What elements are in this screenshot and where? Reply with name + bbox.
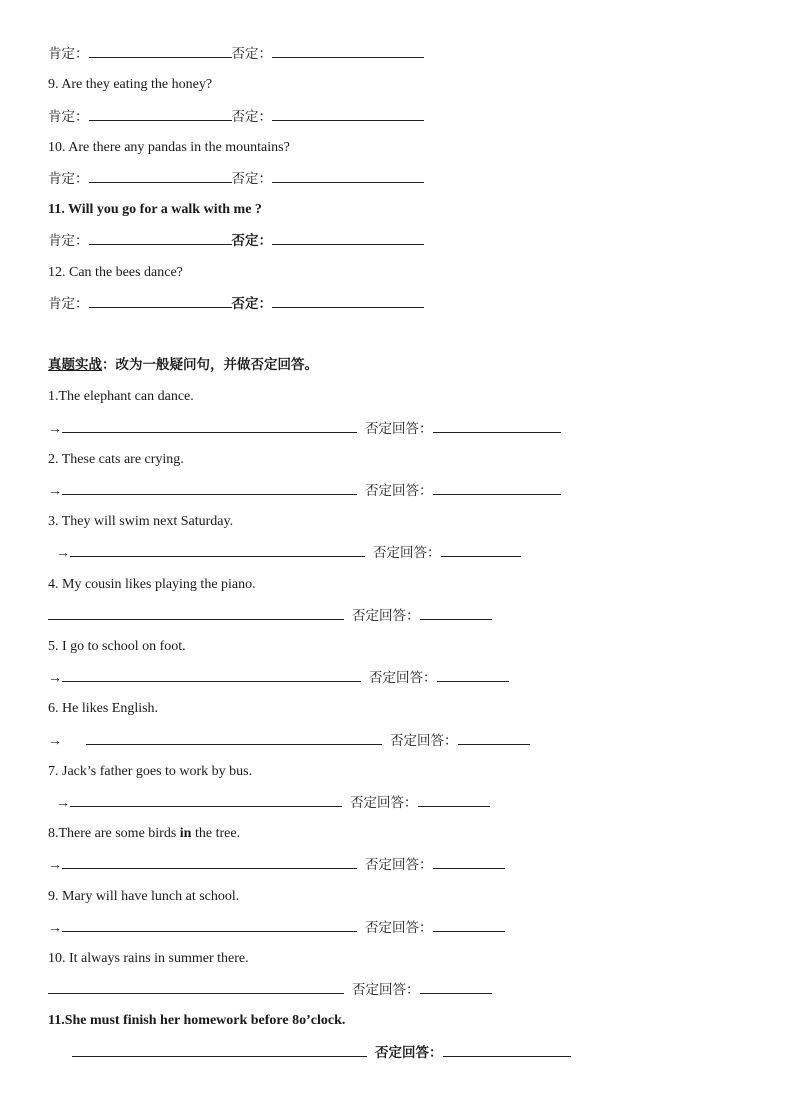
negative-label: 否定： xyxy=(231,296,272,312)
exercise-4-answer-row xyxy=(48,606,492,626)
exercise-8-answer-row xyxy=(48,855,505,875)
affirmative-label: 肯定： xyxy=(48,46,89,62)
question-blank[interactable] xyxy=(48,980,344,994)
question-blank[interactable] xyxy=(86,731,382,745)
exercise-6-answer-row xyxy=(48,731,530,751)
negative-label: 否定： xyxy=(231,171,272,187)
exercise-1: 1.The elephant can dance. xyxy=(48,389,194,404)
affirmative-label: 肯定： xyxy=(48,233,89,249)
exercise-3: 3. They will swim next Saturday. xyxy=(48,514,234,529)
arrow: → xyxy=(56,546,70,561)
exercise-11: 11.She must finish her homework before 8o’clock. xyxy=(48,1013,346,1028)
question-11: 11. Will you go for a walk with me ? xyxy=(48,202,262,217)
exercise-10-answer-row xyxy=(48,980,492,1000)
negative-label: 否定： xyxy=(231,233,272,249)
answer-row-8 xyxy=(48,44,424,64)
negative-answer-label: 否定回答： xyxy=(365,857,433,873)
question-blank[interactable] xyxy=(70,543,365,557)
negative-answer-blank[interactable] xyxy=(433,918,505,932)
exercise-3-answer-row xyxy=(56,543,521,563)
exercise-5: 5. I go to school on foot. xyxy=(48,639,186,654)
exercise-10: 10. It always rains in summer there. xyxy=(48,951,249,966)
negative-blank[interactable] xyxy=(272,231,424,245)
exercise-8-bold-word: in xyxy=(179,826,192,841)
question-blank[interactable] xyxy=(62,419,357,433)
question-blank[interactable] xyxy=(62,918,357,932)
question-blank[interactable] xyxy=(62,855,357,869)
question-12: 12. Can the bees dance? xyxy=(48,265,183,280)
exercise-6: 6. He likes English. xyxy=(48,701,159,716)
negative-answer-label: 否定回答： xyxy=(365,483,433,499)
question-blank[interactable] xyxy=(72,1043,367,1057)
affirmative-blank[interactable] xyxy=(89,169,232,183)
exercise-2: 2. These cats are crying. xyxy=(48,452,184,467)
negative-answer-label: 否定回答： xyxy=(350,795,418,811)
affirmative-blank[interactable] xyxy=(89,294,232,308)
negative-answer-blank[interactable] xyxy=(458,731,530,745)
question-blank[interactable] xyxy=(48,606,344,620)
negative-answer-blank[interactable] xyxy=(420,606,492,620)
section-title xyxy=(48,356,318,375)
exercise-5-answer-row xyxy=(48,668,509,688)
negative-answer-blank[interactable] xyxy=(441,543,521,557)
section-title-rest: ：改为一般疑问句，并做否定回答。 xyxy=(102,357,318,373)
exercise-4: 4. My cousin likes playing the piano. xyxy=(48,577,256,592)
arrow: → xyxy=(48,921,62,936)
exercise-7: 7. Jack’s father goes to work by bus. xyxy=(48,764,253,779)
negative-answer-label: 否定回答： xyxy=(369,670,437,686)
negative-answer-label: 否定回答： xyxy=(352,608,420,624)
affirmative-label: 肯定： xyxy=(48,296,89,312)
affirmative-label: 肯定： xyxy=(48,171,89,187)
affirmative-blank[interactable] xyxy=(89,107,232,121)
exercise-8-text-before: 8.There are some birds xyxy=(48,826,180,841)
negative-answer-blank[interactable] xyxy=(433,855,505,869)
negative-answer-label: 否定回答： xyxy=(365,920,433,936)
negative-answer-blank[interactable] xyxy=(420,980,492,994)
negative-label: 否定： xyxy=(231,46,272,62)
negative-answer-blank[interactable] xyxy=(433,419,561,433)
negative-answer-label: 否定回答： xyxy=(352,982,420,998)
negative-answer-blank[interactable] xyxy=(443,1043,571,1057)
negative-answer-label: 否定回答： xyxy=(375,1045,443,1061)
negative-blank[interactable] xyxy=(272,44,424,58)
arrow: → xyxy=(48,422,62,437)
exercise-8 xyxy=(48,825,240,843)
arrow: → xyxy=(48,734,62,749)
exercise-9-answer-row xyxy=(48,918,505,938)
affirmative-blank[interactable] xyxy=(89,44,232,58)
negative-answer-label: 否定回答： xyxy=(390,733,458,749)
question-blank[interactable] xyxy=(62,481,357,495)
negative-answer-label: 否定回答： xyxy=(365,421,433,437)
answer-row-12 xyxy=(48,294,424,314)
negative-label: 否定： xyxy=(231,109,272,125)
question-9: 9. Are they eating the honey? xyxy=(48,77,213,92)
arrow: → xyxy=(56,796,70,811)
affirmative-label: 肯定： xyxy=(48,109,89,125)
negative-answer-blank[interactable] xyxy=(418,793,490,807)
question-10: 10. Are there any pandas in the mountains? xyxy=(48,140,290,155)
exercise-1-answer-row xyxy=(48,419,561,439)
negative-answer-blank[interactable] xyxy=(433,481,561,495)
arrow: → xyxy=(48,484,62,499)
answer-row-9 xyxy=(48,107,424,127)
exercise-11-answer-row xyxy=(72,1043,571,1063)
question-blank[interactable] xyxy=(62,668,361,682)
arrow: → xyxy=(48,671,62,686)
question-blank[interactable] xyxy=(70,793,342,807)
answer-row-10 xyxy=(48,169,424,189)
negative-blank[interactable] xyxy=(272,294,424,308)
negative-blank[interactable] xyxy=(272,169,424,183)
exercise-7-answer-row xyxy=(56,793,490,813)
affirmative-blank[interactable] xyxy=(89,231,232,245)
exercise-8-text-after: the tree. xyxy=(191,826,241,841)
arrow: → xyxy=(48,858,62,873)
answer-row-11 xyxy=(48,231,424,251)
negative-answer-blank[interactable] xyxy=(437,668,509,682)
negative-blank[interactable] xyxy=(272,107,424,121)
section-title-prefix: 真题实战 xyxy=(48,357,102,373)
exercise-9: 9. Mary will have lunch at school. xyxy=(48,889,240,904)
exercise-2-answer-row xyxy=(48,481,561,501)
negative-answer-label: 否定回答： xyxy=(373,545,441,561)
